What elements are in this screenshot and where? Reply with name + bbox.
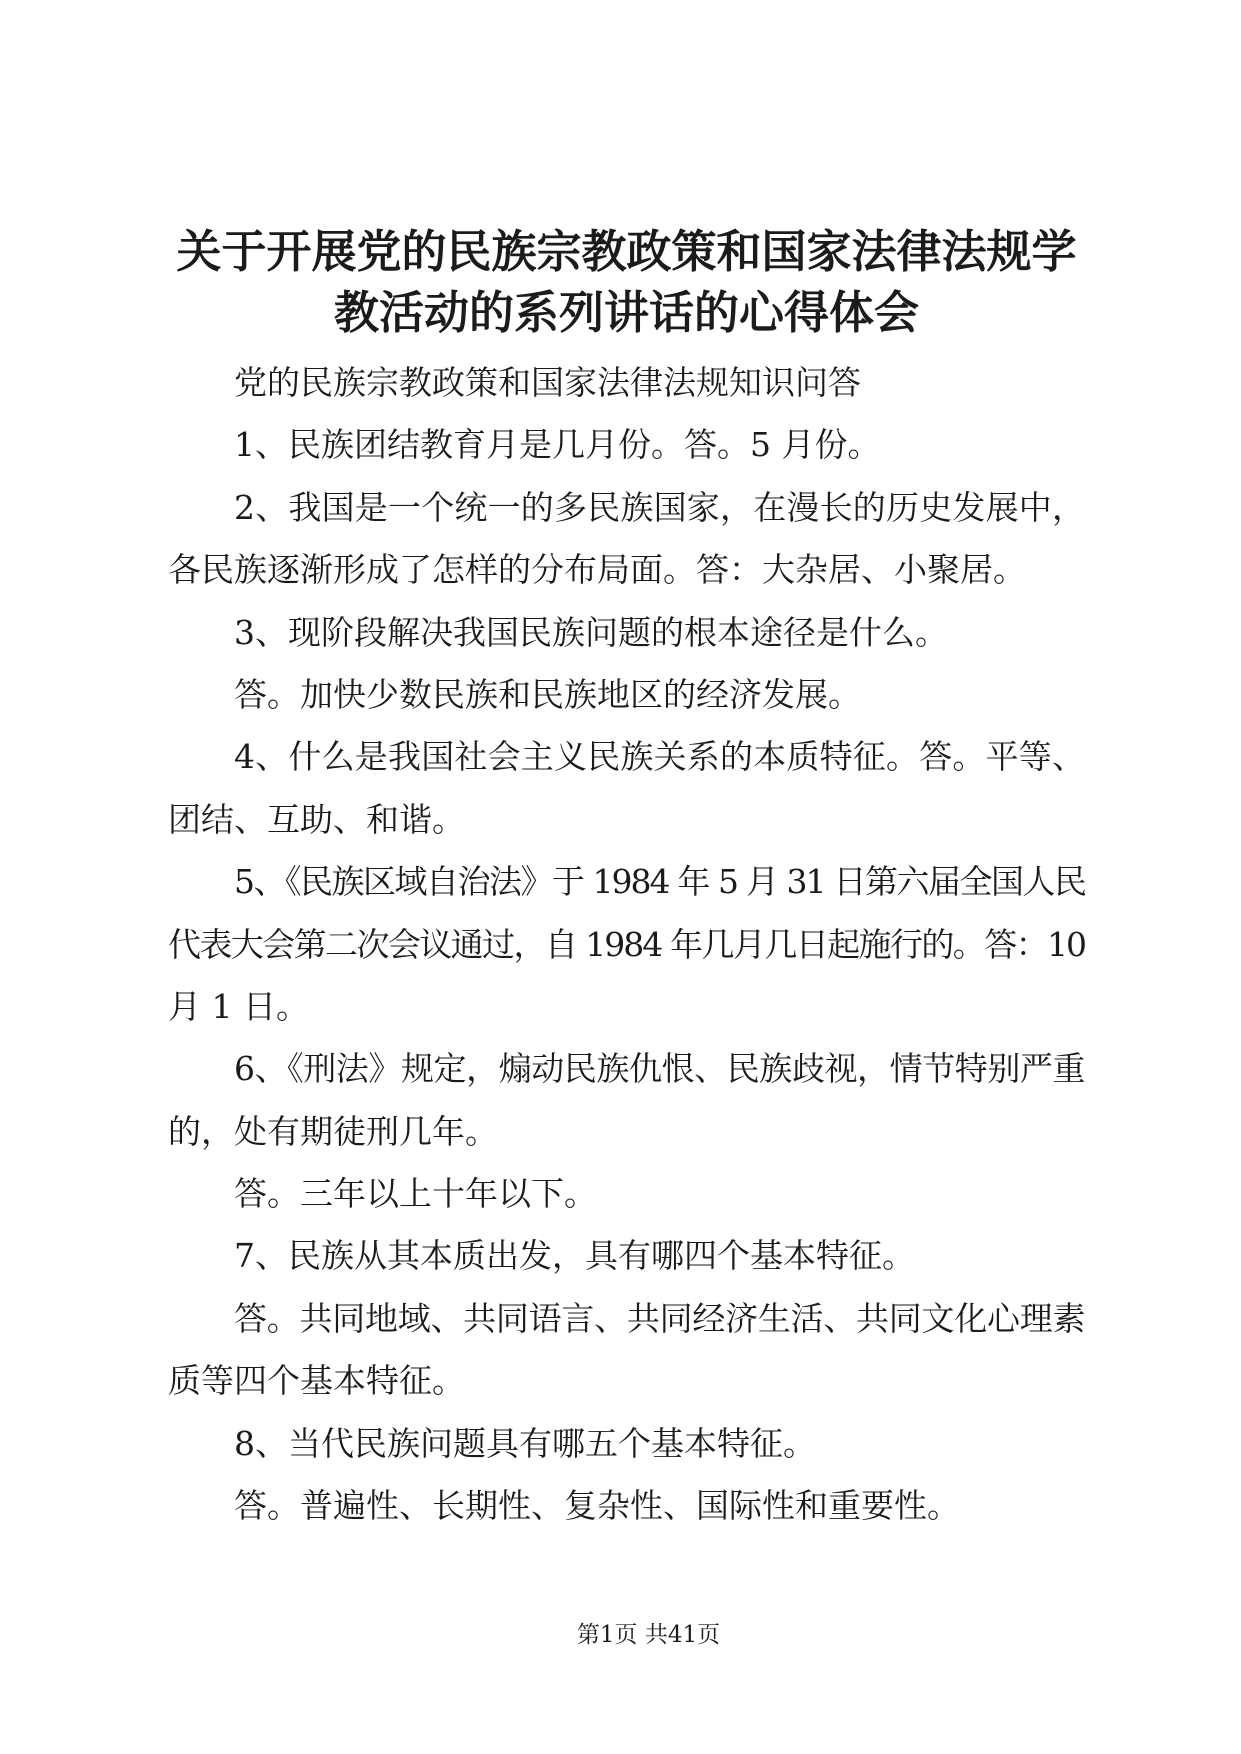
paragraph-line [168,1350,1085,1412]
paragraph-line [168,789,1085,851]
title-line [160,282,1093,343]
paragraph-line [168,1413,1085,1475]
line-text: 党的民族宗教政策和国家法律法规知识问答 [234,363,861,402]
line-text: 质等四个基本特征。 [168,1361,465,1401]
paragraph [168,851,1085,1038]
line-text: 6、《刑法》规定，煽动民族仇恨、民族歧视，情节特别严重 [234,1049,1085,1089]
paragraph-line [168,851,1085,913]
page-footer: 第1页 共41页 [576,1622,721,1648]
paragraph-line [168,1163,1085,1225]
paragraph [168,664,1085,726]
paragraph [168,1038,1085,1163]
paragraph-line [168,414,1085,476]
paragraph-line [168,726,1085,788]
line-text: 1、民族团结教育月是几月份。答。5 月份。 [234,425,881,465]
line-text: 8、当代民族问题具有哪五个基本特征。 [234,1423,816,1463]
title-line-text: 关于开展党的民族宗教政策和国家法律法规学 [176,225,1077,278]
line-text: 答。三年以上十年以下。 [234,1174,597,1214]
document-title [160,221,1093,343]
line-text: 4、什么是我国社会主义民族关系的本质特征。答。平等、 [234,737,1085,777]
title-line [160,221,1093,282]
line-text: 各民族逐渐形成了怎样的分布局面。答：大杂居、小聚居。 [168,550,1026,590]
paragraph [168,1225,1085,1287]
line-text: 2、我国是一个统一的多民族国家，在漫长的历史发展中， [234,487,1085,527]
title-line-text: 教活动的系列讲话的心得体会 [333,286,919,339]
paragraph [168,726,1085,851]
paragraph-line [168,352,1085,414]
paragraph [168,602,1085,664]
line-text: 的，处有期徒刑几年。 [168,1111,498,1151]
paragraph-line [168,1288,1085,1350]
line-text: 答。加快少数民族和民族地区的经济发展。 [234,674,861,714]
paragraph-line [168,1225,1085,1287]
paragraph [168,477,1085,602]
paragraph-line [168,914,1085,976]
line-text: 月 1 日。 [168,986,309,1026]
line-text: 答。共同地域、共同语言、共同经济生活、共同文化心理素 [234,1298,1085,1338]
paragraph-line [168,602,1085,664]
paragraph-line [168,477,1085,539]
document-body [168,352,1085,1537]
paragraph [168,1413,1085,1475]
line-text: 团结、互助、和谐。 [168,799,465,839]
paragraph-line [168,1475,1085,1537]
paragraph [168,1288,1085,1413]
paragraph-line [168,539,1085,601]
paragraph [168,1163,1085,1225]
paragraph-line [168,1101,1085,1163]
line-text: 3、现阶段解决我国民族问题的根本途径是什么。 [234,612,948,652]
paragraph-line [168,1038,1085,1100]
line-text: 7、民族从其本质出发，具有哪四个基本特征。 [234,1236,915,1276]
paragraph [168,1475,1085,1537]
line-text: 5、《民族区域自治法》于 1984 年 5 月 31 日第六届全国人民 [234,862,1085,902]
paragraph-line [168,976,1085,1038]
line-text: 答。普遍性、长期性、复杂性、国际性和重要性。 [234,1486,960,1526]
paragraph [168,414,1085,476]
paragraph-line [168,664,1085,726]
line-text: 代表大会第二次会议通过，自 1984 年几月几日起施行的。答：10 [168,924,1085,964]
paragraph [168,352,1085,414]
